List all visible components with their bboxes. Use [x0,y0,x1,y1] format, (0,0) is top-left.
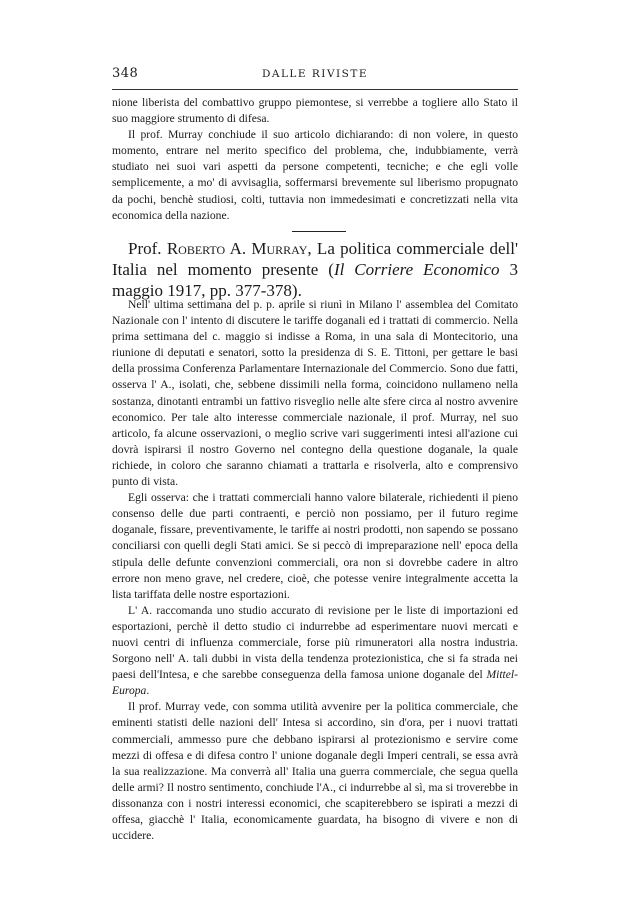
article-title: , La politica commerciale dell' Italia nel momento presente ( [112,239,519,279]
previous-article-conclusion [112,95,518,224]
italic-term: Mittel-Europa [112,668,518,698]
source-journal: Il Corriere Economico [333,260,500,279]
author-initial: A. [229,239,247,258]
paragraph: Egli osserva: che i trattati commerciali hanno valore bilaterale, richiedenti il pieno consenso delle due parti contraenti, e perciò non possiamo, per il futuro regime doganale, fissare, preventivamente, le tariffe ai nostri prodotti, non sapendo se possano conciliarsi con quelli degli Stati amici. Se si peccò di impreparazione nell' epoca della stipula delle defunte convenzioni commerciali, ora non si dovrebbe cadere in altro errore non meno grave, nel credere, cioè, che potesse venire integralmente accetta la lista tariffata delle nostre esportazioni. [112,491,518,601]
paragraph-text: . [146,684,150,698]
header-rule [112,89,518,90]
article-body [112,297,518,844]
citation: 3 maggio 1917, pp. 377-378). [112,260,518,300]
paragraph [112,603,518,700]
running-head: DALLE RIVISTE [261,68,369,80]
paragraph: nione liberista del combattivo gruppo piemontese, si verrebbe a togliere allo Stato il suo maggiore strumento di difesa. [112,96,518,126]
page-number: 348 [112,66,139,81]
author-last-name: Murray [251,239,308,258]
paragraph: Il prof. Murray vede, con somma utilità avvenire per la politica commerciale, che eminenti statisti delle nazioni dell' Intesa si accordino, sin d'ora, per i nuovi trattati commerciali, ammesso pure che debbano ispirarsi al protezionismo e servire come mezzi di offesa e di difesa contro l' unione doganale degli Imperi centrali, se essa avrà la sua realizzazione. Ma converrà all' Italia una guerra commerciale, che segua quella delle armi? Il nostro sentimento, conchiude l'A., ci indurrebbe al sì, ma si troverebbe in dissonanza con i nostri interessi economici, che scapiterebbero se ispirati a mezzi di offesa, giacchè l' Italia, economicamente guardata, ha bisogno di vivere e non di uccidere. [112,700,518,843]
article-heading [112,238,518,301]
author-first-name: Roberto [166,239,226,258]
page-header [112,66,518,84]
paragraph: Nell' ultima settimana del p. p. aprile si riunì in Milano l' assemblea del Comitato Nazionale con l' intento di discutere le tariffe doganali ed i trattati di commercio. Nella prima settimana del c. maggio si indisse a Roma, in una sala di Montecitorio, una riunione di deputati e senatori, sotto la presidenza di S. E. Tittoni, per gettare le basi della prossima Conferenza Parlamentare Internazionale del Commercio. Sono due fatti, osserva l' A., isolati, che, sebbene dissimili nella forma, coincidono nullameno nella sostanza, dinotanti entrambi un fattivo risveglio nelle alte sfere circa al nostro avvenire economico. Per tale alto interesse commerciale nazionale, il prof. Murray, nel suo articolo, fa alcune osservazioni, o meglio scrive vari suggerimenti intesi all'azione cui dovrà ispirarsi il nostro Governo nel contegno della questione doganale, la quale richiede, in coloro che saranno chiamati a trattarla e risolverla, alto e comprensivo punto di vista. [112,298,518,489]
heading-prefix: Prof. [128,239,162,258]
section-divider [292,231,346,232]
paragraph: Il prof. Murray conchiude il suo articolo dichiarando: di non volere, in questo momento, entrare nel merito specifico del problema, che, indubbiamente, verrà studiato nei suoi vari aspetti da persone competenti, tecniche; e che egli volle semplicemente, a mo' di avvisaglia, soffermarsi brevemente sul liberismo propugnato da pochi, benchè studiosi, colti, tuttavia non immedesimati e concretizzati nella vita economica della nazione. [112,128,518,222]
paragraph-text: L' A. raccomanda uno studio accurato di revisione per le liste di importazioni ed esportazioni, perchè il detto studio ci indurrebbe ad esperimentare nuovi mercati e nuovi centri di influenza commerciale, forse più rimuneratori alla nostra industria. Sorgono nell' A. tali dubbi in vista della tendenza protezionistica, che si fa strada nei paesi dell'Intesa, e che sarebbe conseguenza della famosa unione doganale del [112,603,518,682]
